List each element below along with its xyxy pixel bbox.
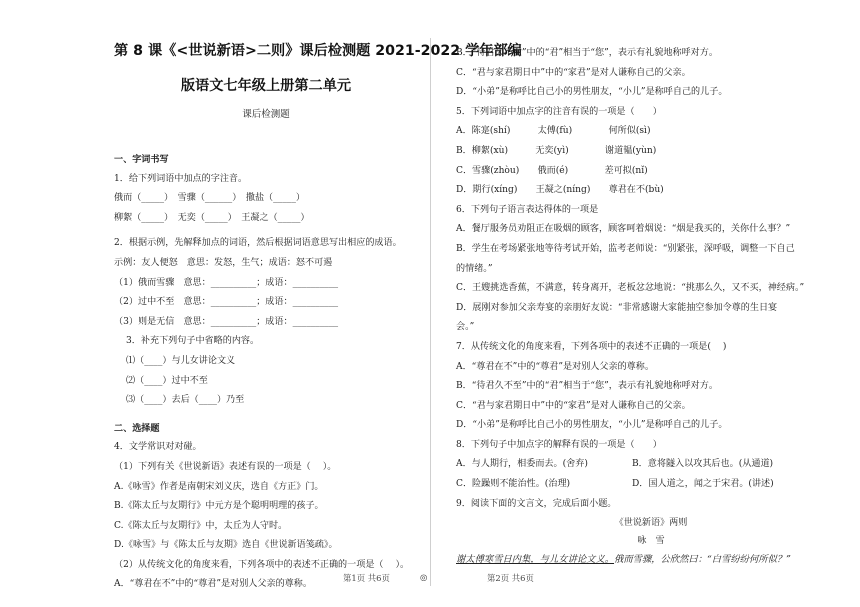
passage-title: 《世说新语》两则 [614,518,688,529]
passage-underlined-sentence: 谢太傅寒雪日内集，与儿女讲论文义。 [456,554,615,566]
q8-option-a: A．与人期行，相委而去。(舍弃) [456,459,588,470]
question-line: 柳絮（_____） 无奕（_____） 王凝之（_____） [114,212,310,223]
question-line: A．“尊君在不”中的“尊君”是对别人父亲的尊称。 [456,361,654,372]
page-number-right: 第2页 共6页 [487,573,534,583]
q8-option-b: B．意将隧入以攻其后也。(从通道) [632,459,774,470]
question-line: 3．补充下列句子中省略的内容。 [126,336,260,347]
question-line: 2．根据示例，先解释加点的词语，然后根据词语意思写出相应的成语。 [114,238,402,249]
q8-option-c: C．险躁则不能治性。(治理) [456,479,571,490]
question-line: D．“小弟”是称呼比自己小的男性朋友，“小儿”是称呼自己的儿子。 [456,87,728,98]
section-heading: 一、字词书写 [114,154,169,165]
question-line: D．期行(xíng) 王凝之(níng) 尊君在不(bù) [456,185,664,196]
question-line: 俄而（_____） 雪骤（______） 撒盐（_____） [114,193,305,204]
passage-subtitle: 咏 雪 [637,536,665,547]
footer-mark: ◎ [420,572,428,582]
question-line: ⑴（____）与儿女讲论文义 [126,355,236,366]
question-line: 7．从传统文化的角度来看，下列各项中的表述不正确的一项是( ) [456,341,727,352]
question-line: D．展刚对参加父亲寿宴的亲朋好友说：“非常感谢大家能抽空参加令尊的生日宴 [456,302,778,313]
question-line: B．“待君久不至”中的“君”相当于“您”，表示有礼貌地称呼对方。 [456,48,718,58]
question-line: C．“君与家君期日中”中的“家君”是对人谦称自己的父亲。 [456,400,691,411]
question-line: A．“尊君在不”中的“尊君”是对别人父亲的尊称。 [114,579,312,590]
question-line: 8．下列句子中加点字的解释有误的一项是（ ） [456,439,662,450]
question-line: B.《陈太丘与友期行》中元方是个聪明明理的孩子。 [114,501,324,512]
document-title-line2: 版语文七年级上册第二单元 [180,78,352,94]
question-line: A.《咏雪》作者是南朝宋刘义庆，选自《方正》门。 [114,481,324,492]
question-line: 4．文学常识对对碰。 [114,442,202,453]
passage-rest: 俄而雪骤，公欣然曰：“白雪纷纷何所似？” [614,554,791,566]
q8-option-row [456,455,846,475]
question-line: ⑶（____）去后（____）乃至 [126,395,245,406]
document-subtitle: 课后检测题 [242,109,290,120]
section-heading: 二、选择题 [114,422,160,434]
question-line: 1．给下列词语中加点的字注音。 [114,173,248,184]
question-line: B．“待君久不至”中的“君”相当于“您”，表示有礼貌地称呼对方。 [456,381,718,392]
question-line: C.《陈太丘与友期行》中，太丘为人守时。 [114,520,288,531]
question-line: （1）俄而雪骤 意思：__________；成语：__________ [114,277,339,288]
question-line: 5．下列词语中加点字的注音有误的一项是（ ） [456,106,662,117]
page-right [430,0,860,607]
question-line: C．王嫂挑选香蕉，不满意，转身离开，老板忿忿地说：“挑那么久，又不买，神经病。” [456,283,805,294]
question-line: D．“小弟”是称呼比自己小的男性朋友，“小儿”是称呼自己的儿子。 [456,420,728,431]
question-line: 6．下列句子语言表达得体的一项是 [456,204,599,215]
question-line: 的情绪。” [456,263,493,274]
q8-option-row [456,475,846,495]
q8-option-d: D．国人道之，闻之于宋君。(讲述) [632,479,774,490]
passage-text [456,550,846,569]
question-line: B．柳絮(xù) 无奕(yì) 谢道韫(yùn) [456,145,657,156]
question-line: ⑵（____）过中不至 [126,375,208,386]
right-question-list [456,44,846,455]
question-line: B．学生在考场紧张地等待考试开始，监考老师说：“别紧张，深呼吸，调整一下自己 [456,243,795,254]
question-line: （2）过中不至 意思：__________；成语：__________ [114,297,339,308]
question-line: A．餐厅服务员劝阻正在吸烟的顾客，顾客呵着烟说：“烟是我买的，关你什么事？” [456,224,791,235]
left-question-list [114,150,418,595]
question-line: （2）从传统文化的角度来看，下列各项中的表述不正确的一项是（ ）。 [114,559,410,570]
page-number-left: 第1页 共6页 [343,573,390,583]
question-line: A．陈寔(shí) 太傅(fù) 何所似(sì) [456,126,651,137]
document-title-line1: 第 8 课《<世说新语>二则》课后检测题 2021-2022 学年部编 [114,43,522,59]
question-9: 9．阅读下面的文言文，完成后面小题。 [456,498,617,509]
question-line: （1）下列有关《世说新语》表述有误的一项是（ ）。 [114,461,337,472]
question-line: 示例：友人便怒 意思：发怒，生气；成语：怒不可遏 [114,257,333,268]
question-line: 会。” [456,322,475,333]
question-line: D.《咏雪》与《陈太丘与友期》选自《世说新语笺疏》。 [114,540,338,551]
question-line: C．雪骤(zhòu) 俄而(é) 差可拟(nǐ) [456,165,648,176]
question-line: （3）则是无信 意思：__________；成语：__________ [114,316,339,327]
question-line: C．“君与家君期日中”中的“家君”是对人谦称自己的父亲。 [456,67,691,78]
